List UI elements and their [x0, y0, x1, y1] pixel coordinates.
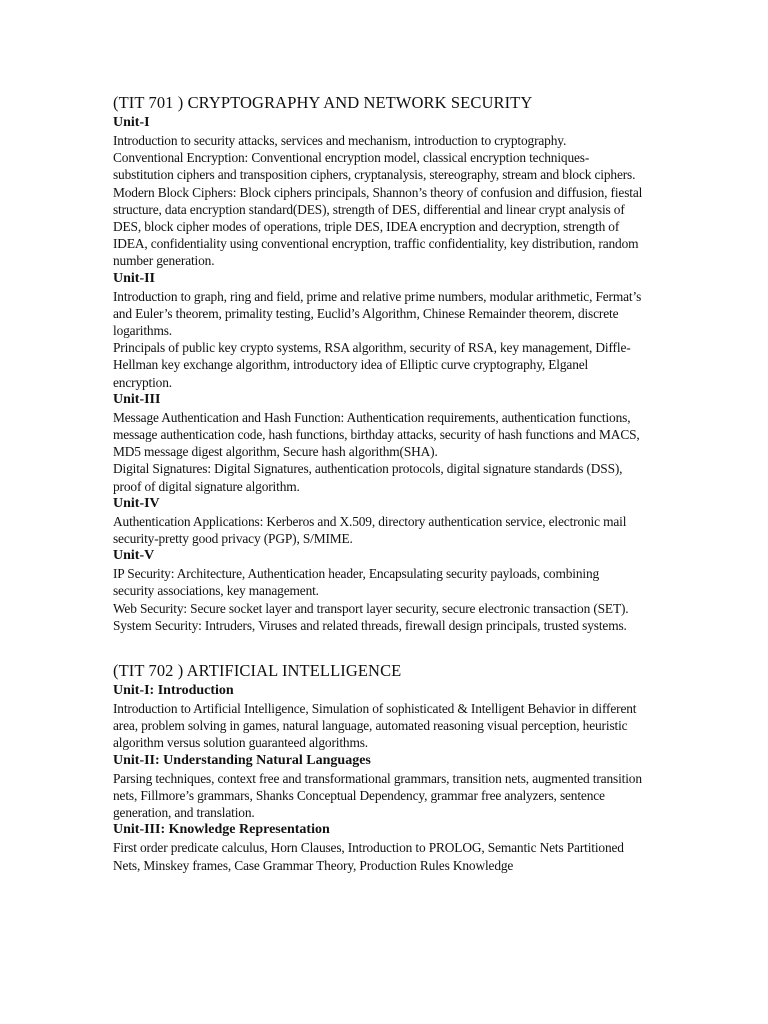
unit-paragraph: Parsing techniques, context free and transformational grammars, transition nets, augmented transition nets, Fillmore’s grammars, Shanks Conceptual Dependency, grammar free analyzers, sentence generation, and translation.: [113, 770, 642, 821]
unit-heading: Unit-V: [113, 548, 155, 564]
unit-heading: Unit-III: [113, 391, 161, 407]
unit-paragraph: Modern Block Ciphers: Block ciphers principals, Shannon’s theory of confusion and diffusion, fiestal structure, data encryption standard(DES), strength of DES, differential and linear crypt analysis of DES, block cipher modes of operations, triple DES, IDEA encryption and decryption, strength of IDEA, confidentiality using conventional encryption, traffic confidentiality, key distribution, random number generation.: [113, 184, 643, 269]
course-section-tit701: [113, 92, 643, 634]
unit-paragraph: Introduction to security attacks, services and mechanism, introduction to cryptography.: [113, 133, 567, 148]
course-title: (TIT 702 ) ARTIFICIAL INTELLIGENCE: [113, 661, 402, 681]
unit-heading: Unit-III: Knowledge Representation: [113, 822, 330, 838]
syllabus-page: [113, 92, 643, 874]
course-section-tit702: [113, 660, 643, 874]
unit-paragraph: Digital Signatures: Digital Signatures, authentication protocols, digital signature standards (DSS), proof of digital signature algorithm.: [113, 461, 623, 494]
unit-heading: Unit-IV: [113, 495, 160, 511]
course-title: (TIT 701 ) CRYPTOGRAPHY AND NETWORK SECURITY: [113, 93, 533, 112]
unit-heading: Unit-II: Understanding Natural Languages: [113, 752, 371, 768]
unit-heading: Unit-I: [113, 115, 150, 130]
unit-paragraph: Web Security: Secure socket layer and transport layer security, secure electronic transaction (SET).: [113, 600, 629, 616]
unit-paragraph: First order predicate calculus, Horn Clauses, Introduction to PROLOG, Semantic Nets Partitioned Nets, Minskey frames, Case Grammar Theory, Production Rules Knowledge: [113, 840, 624, 873]
unit-heading: Unit-II: [113, 270, 156, 286]
unit-heading: Unit-I: Introduction: [113, 683, 234, 699]
unit-paragraph: Conventional Encryption: Conventional encryption model, classical encryption techniques- substitution ciphers and transposition ciphers, cryptanalysis, stereography, stream and block ciphers.: [113, 150, 636, 183]
unit-paragraph: Principals of public key crypto systems, RSA algorithm, security of RSA, key management, Diffle-Hellman key exchange algorithm, introductory idea of Elliptic curve cryptography, Elganel encryption.: [113, 340, 631, 390]
unit-paragraph: Authentication Applications: Kerberos and X.509, directory authentication service, electronic mail security-pretty good privacy (PGP), S/MIME.: [113, 513, 627, 547]
unit-paragraph: IP Security: Architecture, Authentication header, Encapsulating security payloads, combining security associations, key management.: [113, 566, 600, 599]
unit-paragraph: Introduction to graph, ring and field, prime and relative prime numbers, modular arithmetic, Fermat’s and Euler’s theorem, primality testing, Euclid’s Algorithm, Chinese Remainder theorem, discrete logarithms.: [113, 288, 642, 339]
unit-paragraph: Introduction to Artificial Intelligence, Simulation of sophisticated & Intelligent Behavior in different area, problem solving in games, natural language, automated reasoning visual perception, heuristic algorithm versus solution guaranteed algorithms.: [113, 701, 637, 751]
unit-paragraph: Message Authentication and Hash Function: Authentication requirements, authentication functions, message authentication code, hash functions, birthday attacks, security of hash functions and MACS, MD5 message digest algorithm, Secure hash algorithm(SHA).: [113, 409, 640, 460]
unit-paragraph: System Security: Intruders, Viruses and related threads, firewall design principals, trusted systems.: [113, 617, 627, 633]
